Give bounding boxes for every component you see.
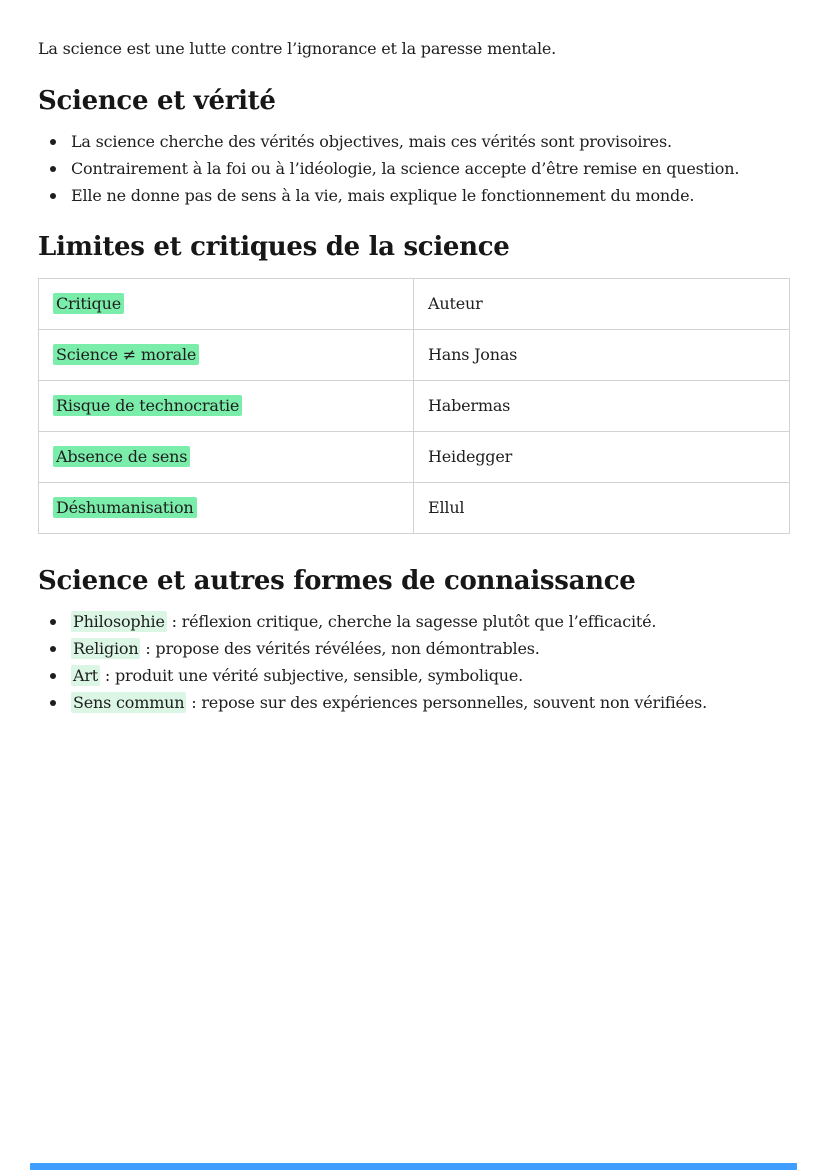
cell-text: Habermas bbox=[428, 396, 511, 415]
cell-text: Heidegger bbox=[428, 447, 513, 466]
cell-text: Auteur bbox=[428, 294, 483, 313]
list-item[interactable] bbox=[38, 693, 790, 713]
table-cell-auteur[interactable] bbox=[414, 381, 789, 431]
highlighted-text: Déshumanisation bbox=[53, 497, 197, 518]
bullet-dot bbox=[50, 139, 56, 145]
cursor-line bbox=[30, 1163, 797, 1170]
table-cell-auteur[interactable] bbox=[414, 483, 789, 533]
table-cell-critique[interactable] bbox=[39, 381, 414, 431]
cell-text: Hans Jonas bbox=[428, 345, 518, 364]
highlighted-term: Sens commun bbox=[73, 693, 185, 712]
list-item-text: : produit une vérité subjective, sensible, symbolique. bbox=[100, 666, 524, 685]
bullet-dot bbox=[50, 193, 56, 199]
table-row bbox=[39, 330, 789, 381]
table-row bbox=[39, 483, 789, 533]
list-item[interactable] bbox=[38, 639, 790, 659]
heading-science-et-verite[interactable]: Science et vérité bbox=[38, 86, 276, 116]
table-row bbox=[39, 432, 789, 483]
highlighted-text: Absence de sens bbox=[53, 446, 190, 467]
list-item[interactable] bbox=[38, 186, 790, 206]
critiques-table bbox=[38, 278, 790, 534]
bullet-list-verite bbox=[38, 132, 790, 206]
heading-limites-critiques[interactable]: Limites et critiques de la science bbox=[38, 232, 510, 262]
cell-text: Ellul bbox=[428, 498, 465, 517]
heading-autres-formes[interactable]: Science et autres formes de connaissance bbox=[38, 566, 636, 596]
highlighted-text: Critique bbox=[53, 293, 124, 314]
list-item[interactable] bbox=[38, 666, 790, 686]
table-row bbox=[39, 381, 789, 432]
intro-paragraph[interactable]: La science est une lutte contre l’ignorance et la paresse mentale. bbox=[38, 39, 557, 58]
bullet-dot bbox=[50, 619, 56, 625]
table-cell-critique[interactable] bbox=[39, 330, 414, 380]
list-item[interactable] bbox=[38, 159, 790, 179]
table-cell-auteur[interactable] bbox=[414, 330, 789, 380]
bullet-dot bbox=[50, 646, 56, 652]
table-cell-critique[interactable] bbox=[39, 483, 414, 533]
list-item-text: Contrairement à la foi ou à l’idéologie, la science accepte d’être remise en question. bbox=[71, 159, 740, 178]
bullet-dot bbox=[50, 166, 56, 172]
list-item-text: : propose des vérités révélées, non démontrables. bbox=[140, 639, 540, 658]
table-cell-auteur[interactable] bbox=[414, 432, 789, 482]
highlighted-term: Religion bbox=[73, 639, 139, 658]
list-item-text: : réflexion critique, cherche la sagesse plutôt que l’efficacité. bbox=[166, 612, 657, 631]
highlighted-term: Philosophie bbox=[73, 612, 165, 631]
highlighted-text: Risque de technocratie bbox=[53, 395, 242, 416]
bullet-list-connaissance bbox=[38, 612, 790, 713]
bullet-dot bbox=[50, 700, 56, 706]
table-cell-critique[interactable] bbox=[39, 279, 414, 329]
table-cell-critique[interactable] bbox=[39, 432, 414, 482]
table-cell-auteur[interactable] bbox=[414, 279, 789, 329]
highlighted-term: Art bbox=[73, 666, 99, 685]
list-item[interactable] bbox=[38, 132, 790, 152]
bullet-dot bbox=[50, 673, 56, 679]
list-item-text: : repose sur des expériences personnelles, souvent non vérifiées. bbox=[186, 693, 707, 712]
table-header-row bbox=[39, 279, 789, 330]
list-item[interactable] bbox=[38, 612, 790, 632]
list-item-text: La science cherche des vérités objectives, mais ces vérités sont provisoires. bbox=[71, 132, 672, 151]
list-item-text: Elle ne donne pas de sens à la vie, mais explique le fonctionnement du monde. bbox=[71, 186, 695, 205]
highlighted-text: Science ≠ morale bbox=[53, 344, 199, 365]
